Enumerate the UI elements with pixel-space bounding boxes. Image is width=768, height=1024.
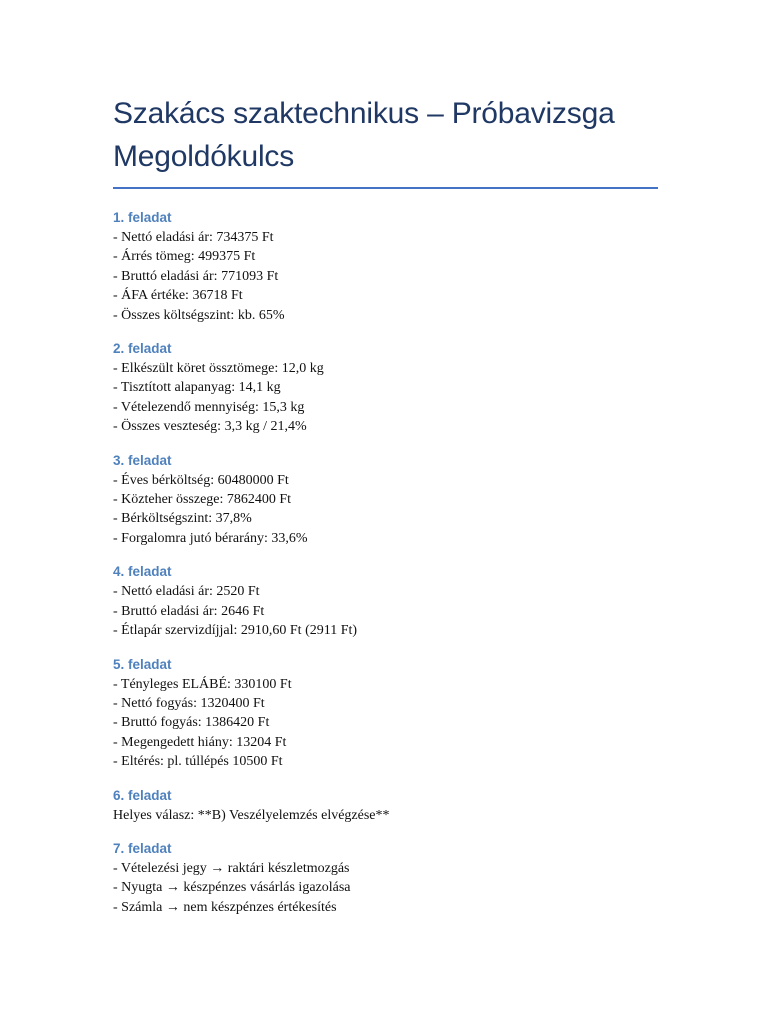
task-section [113, 208, 658, 325]
answer-line: - Megengedett hiány: 13204 Ft [113, 734, 287, 750]
answer-line: - Nyugta → készpénzes vásárlás igazolása [113, 880, 351, 896]
task-heading: 2. feladat [113, 341, 172, 357]
task-section [113, 786, 658, 825]
answer-line: Helyes válasz: **B) Veszélyelemzés elvégzése** [113, 807, 390, 823]
answer-line: - Elkészült köret össztömege: 12,0 kg [113, 361, 324, 377]
answer-line: - Árrés tömeg: 499375 Ft [113, 249, 256, 265]
task-section [113, 451, 658, 549]
answer-line: - Vételezési jegy → raktári készletmozgás [113, 860, 350, 876]
document-page [113, 0, 658, 931]
answer-line: - Forgalomra jutó bérarány: 33,6% [113, 530, 308, 546]
task-heading: 1. feladat [113, 210, 172, 225]
task-section [113, 655, 658, 772]
answer-line: - ÁFA értéke: 36718 Ft [113, 288, 243, 304]
answer-line: - Összes veszteség: 3,3 kg / 21,4% [113, 419, 307, 435]
task-heading: 4. feladat [113, 564, 172, 580]
answer-line: - Közteher összege: 7862400 Ft [113, 492, 292, 508]
task-heading: 6. feladat [113, 787, 172, 803]
document-title: Szakács szaktechnikus – Próbavizsga Megoldókulcs [113, 97, 615, 173]
task-section [113, 339, 658, 437]
answer-line: - Nettó fogyás: 1320400 Ft [113, 695, 265, 711]
answer-line: - Bruttó fogyás: 1386420 Ft [113, 715, 270, 731]
answer-line: - Éves bérköltség: 60480000 Ft [113, 472, 289, 488]
task-section [113, 839, 658, 917]
answer-line: - Étlapár szervizdíjjal: 2910,60 Ft (2911 Ft) [113, 623, 358, 639]
answer-line: - Összes költségszint: kb. 65% [113, 307, 285, 323]
answer-line: - Eltérés: pl. túllépés 10500 Ft [113, 754, 283, 770]
answer-line: - Nettó eladási ár: 2520 Ft [113, 584, 260, 600]
task-heading: 3. feladat [113, 452, 172, 468]
task-heading: 7. feladat [113, 840, 172, 856]
answer-line: - Vételezendő mennyiség: 15,3 kg [113, 399, 305, 415]
answer-line: - Tisztított alapanyag: 14,1 kg [113, 380, 281, 396]
answer-line: - Bruttó eladási ár: 2646 Ft [113, 603, 265, 619]
title-divider [113, 187, 658, 189]
task-heading: 5. feladat [113, 656, 172, 672]
answer-line: - Bruttó eladási ár: 771093 Ft [113, 268, 279, 284]
answer-sections [113, 208, 658, 917]
answer-line: - Számla → nem készpénzes értékesítés [113, 899, 337, 915]
answer-line: - Bérköltségszint: 37,8% [113, 511, 252, 527]
answer-line: - Tényleges ELÁBÉ: 330100 Ft [113, 676, 292, 692]
answer-line: - Nettó eladási ár: 734375 Ft [113, 230, 274, 245]
task-section [113, 562, 658, 640]
